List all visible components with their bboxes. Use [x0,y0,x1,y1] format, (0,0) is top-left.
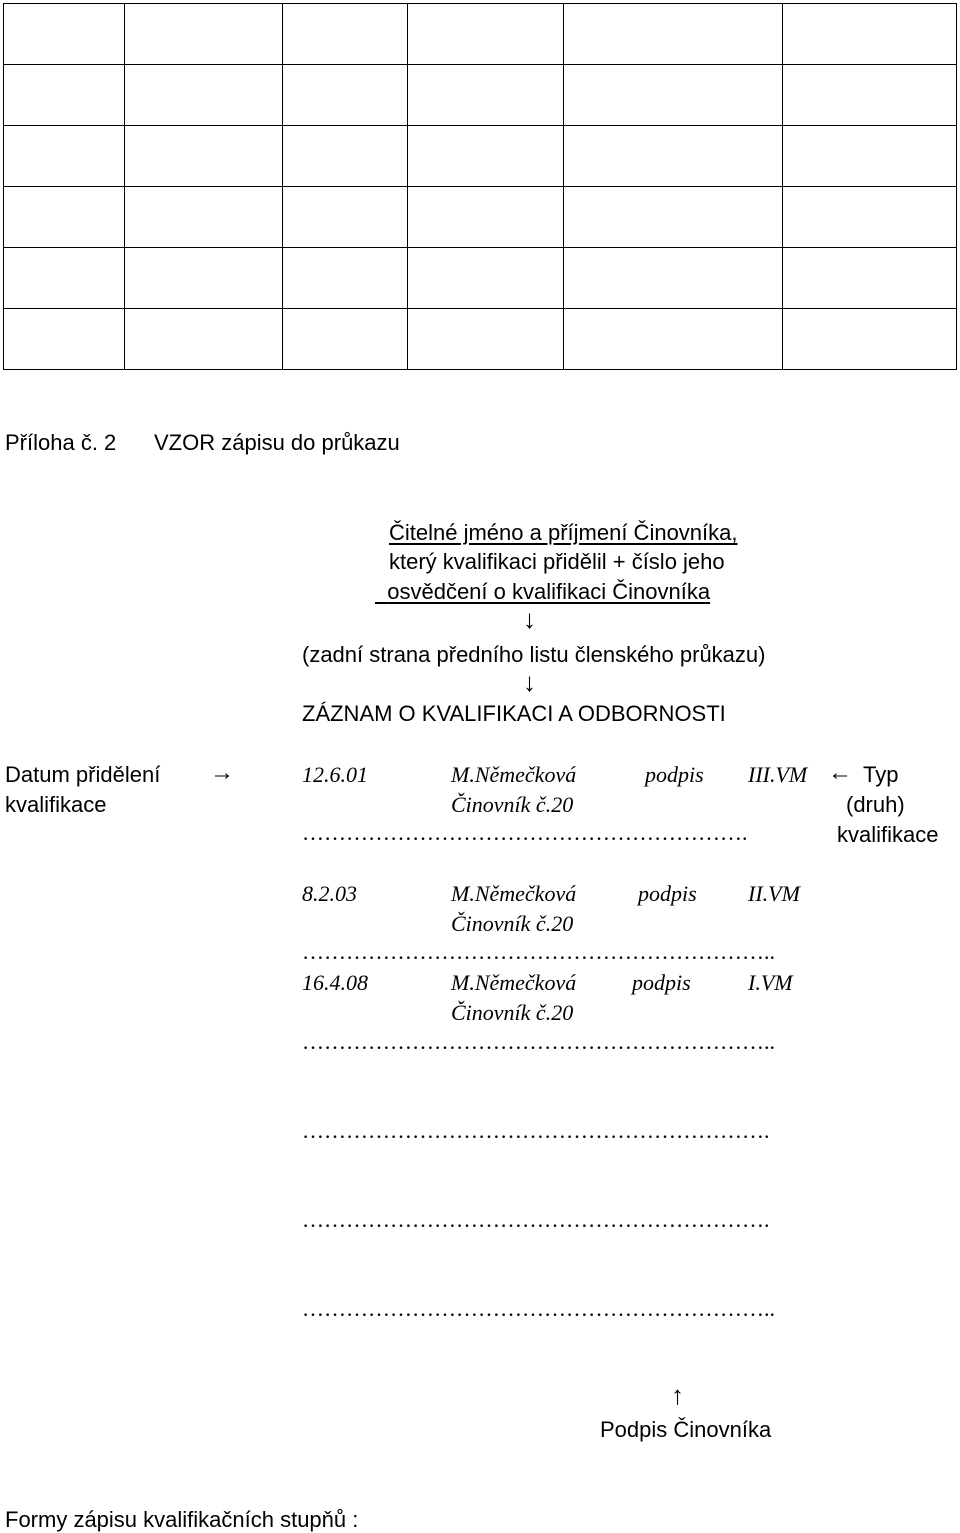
footer-text: Formy zápisu kvalifikačních stupňů : [5,1507,359,1532]
entry-cert: Činovník č.20 [451,1000,574,1025]
entry-dotted-line: ……………………………………………………….. [302,939,775,964]
empty-dotted-line: ………………………………………………………. [302,1118,770,1143]
entry-cert: Činovník č.20 [451,911,574,936]
entry-dotted-line: ……………………………………………………….. [302,1029,775,1054]
note-line-2: který kvalifikaci přidělil + číslo jeho [389,549,725,574]
note-line-1: Čitelné jméno a příjmení Činovníka, [389,520,738,545]
up-arrow-icon: ↑ [671,1381,684,1410]
empty-dotted-line: ………………………………………………………. [302,1207,770,1232]
type-label: Typ [863,762,899,787]
down-arrow-icon: ↓ [523,605,536,634]
entry-cert: Činovník č.20 [451,792,574,817]
record-heading: ZÁZNAM O KVALIFIKACI A ODBORNOSTI [302,701,726,726]
entry-grade: I.VM [748,970,793,995]
card-side-note: (zadní strana předního listu členského průkazu) [302,642,766,667]
type-label-3: kvalifikace [837,822,939,847]
entry-grade: III.VM [748,762,808,787]
entry-date: 12.6.01 [302,762,368,787]
note-line-3: osvědčení o kvalifikaci Činovníka [387,579,711,604]
entry-name: M.Němečková [451,881,577,906]
entry-signature: podpis [645,762,704,787]
entry-date: 16.4.08 [302,970,368,995]
empty-table-grid [3,3,957,370]
entry-grade: II.VM [748,881,800,906]
left-arrow-icon: ← [828,760,852,786]
entry-dotted-line: ……………………………………………………. [302,820,748,845]
down-arrow-icon: ↓ [523,668,536,697]
signature-label: Podpis Činovníka [600,1417,772,1442]
entry-signature: podpis [632,970,691,995]
entry-signature: podpis [638,881,697,906]
appendix-label: Příloha č. 2 [5,430,117,455]
date-label: Datum přidělení [5,762,161,787]
date-label-2: kvalifikace [5,792,107,817]
entry-name: M.Němečková [451,762,577,787]
type-label-2: (druh) [846,792,905,817]
right-arrow-icon: → [210,760,234,786]
page-title: VZOR zápisu do průkazu [154,430,400,455]
entry-date: 8.2.03 [302,881,357,906]
empty-dotted-line: ……………………………………………………….. [302,1296,775,1321]
entry-name: M.Němečková [451,970,577,995]
